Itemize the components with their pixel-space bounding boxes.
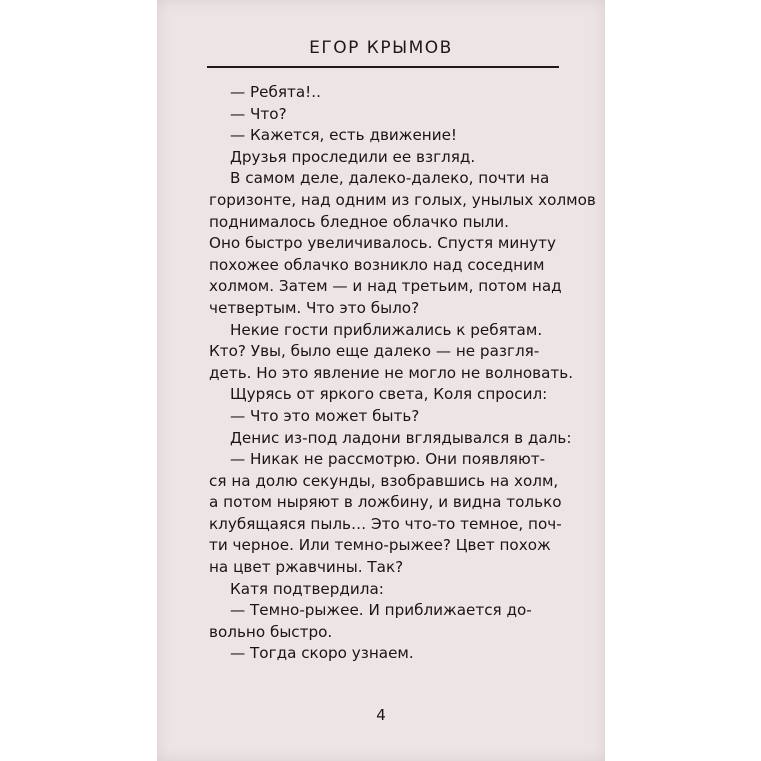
- text-line: — Кажется, есть движение!: [230, 126, 458, 145]
- page-number: 4: [376, 706, 386, 724]
- text-line: поднималось бледное облачко пыли.: [209, 212, 509, 231]
- text-line: ся на долю секунды, взобравшись на холм,: [209, 471, 559, 490]
- text-line: — Никак не рассмотрю. Они появляют-: [230, 450, 546, 469]
- text-line: Некие гости приближались к ребятам.: [230, 320, 543, 339]
- text-line: вольно быстро.: [209, 622, 333, 641]
- text-line: Денис из-под ладони вглядывался в даль:: [230, 428, 572, 447]
- running-header-author: ЕГОР КРЫМОВ: [309, 38, 453, 58]
- text-line: деть. Но это явление не могло не волновать.: [209, 363, 574, 382]
- text-line: — Ребята!..: [230, 83, 321, 101]
- text-line: В самом деле, далеко-далеко, почти на: [230, 169, 550, 188]
- text-line: — Что это может быть?: [230, 406, 420, 425]
- text-line: а потом ныряют в ложбину, и видна только: [209, 493, 562, 512]
- text-line: — Тогда скоро узнаем.: [230, 644, 414, 663]
- text-line: клубящаяся пыль… Этo что-то темное, поч-: [209, 514, 562, 533]
- text-line: холмом. Затем — и над третьим, потом над: [209, 277, 562, 296]
- text-line: на цвет ржавчины. Так?: [209, 558, 404, 577]
- text-line: Кто? Увы, было еще далеко — не разгля-: [209, 342, 540, 361]
- text-line: похожее облачко возникло над соседним: [209, 255, 545, 274]
- text-line: четвертым. Что это было?: [209, 298, 420, 317]
- text-line: горизонте, над одним из голых, унылых холмов: [209, 190, 596, 209]
- text-line: Щурясь от яркого света, Коля спросил:: [230, 385, 548, 404]
- text-line: — Что?: [230, 104, 287, 123]
- text-line: Катя подтвердила:: [230, 579, 384, 598]
- header-rule: [207, 66, 559, 68]
- text-line: — Темно-рыжее. И приближается до-: [230, 601, 532, 620]
- text-line: Друзья проследили ее взгляд.: [230, 147, 476, 166]
- text-line: Оно быстро увеличивалось. Спустя минуту: [209, 234, 556, 253]
- text-line: ти черное. Или темно-рыжее? Цвет похож: [209, 536, 551, 555]
- book-page: [157, 0, 605, 761]
- body-text: [209, 82, 596, 665]
